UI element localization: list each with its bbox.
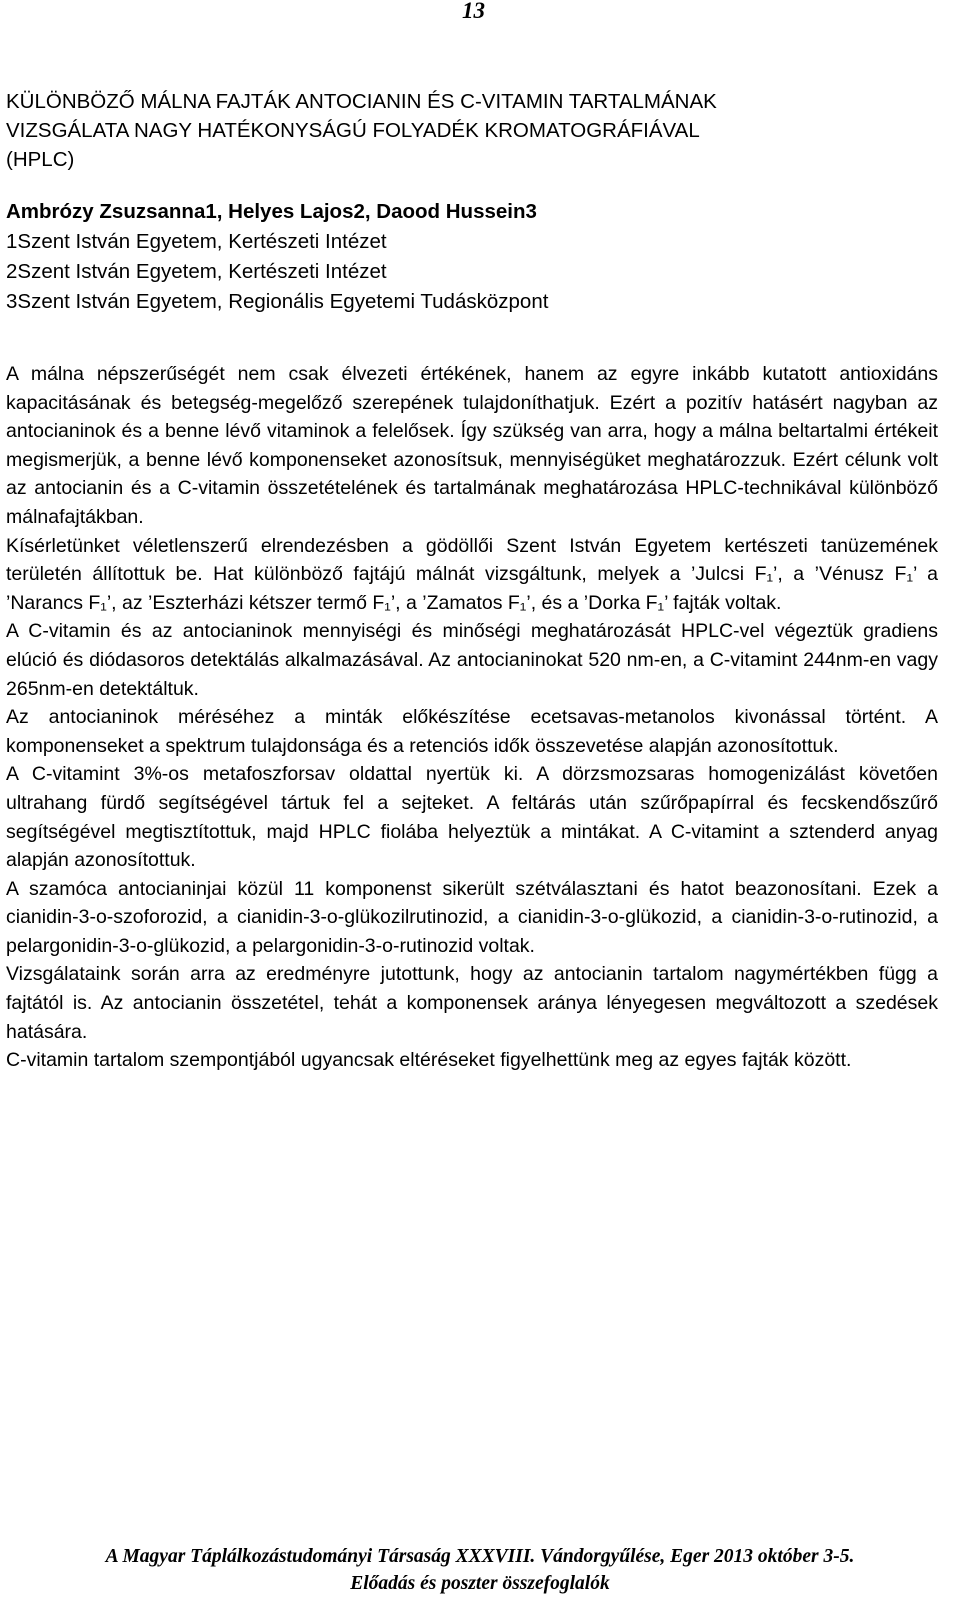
footer-line: A Magyar Táplálkozástudományi Társaság XXXVIII. Vándorgyűlése, Eger 2013 október 3-5.: [105, 1546, 855, 1567]
abstract-paragraph: A C-vitamin és az antocianinok mennyiségi és minőségi meghatározását HPLC-vel végeztük gradiens elúció és diódasoros detektálás alkalmazásával. Az antocianinokat 520 nm-en, a C-vitamint 244nm-en vagy 265nm-en detektáltuk.: [6, 620, 938, 700]
title-line: VIZSGÁLATA NAGY HATÉKONYSÁGÚ FOLYADÉK KROMATOGRÁFIÁVAL: [6, 119, 700, 142]
paper-title: [6, 87, 936, 174]
abstract-paragraph: Kísérletünket véletlenszerű elrendezésben a gödöllői Szent István Egyetem kertészeti tanüzemének területén állítottuk be. Hat különböző fajtájú málnát vizsgáltunk, melyek a ’Julcsi F₁’, a ’Vénusz F₁’ a ’Narancs F₁’, az ’Eszterházi kétszer termő F₁’, a ’Zamatos F₁’, és a ’Dorka F₁’ fajták voltak.: [6, 534, 938, 614]
author-list: Ambrózy Zsuzsanna1, Helyes Lajos2, Daood Hussein3: [6, 200, 537, 223]
abstract-paragraph: A C-vitamint 3%-os metafoszforsav oldattal nyertük ki. A dörzsmozsaras homogenizálást követően ultrahang fürdő segítségével tártuk fel a sejteket. A feltárás után szűrőpapírral és fecskendőszűrő segítségével megtisztítottuk, majd HPLC fiolába helyeztük a mintákat. A C-vitamint a sztenderd anyag alapján azonosítottuk.: [6, 763, 938, 872]
affiliation-item: 3Szent István Egyetem, Regionális Egyetemi Tudásközpont: [6, 290, 549, 313]
affiliation-list: [6, 227, 548, 317]
abstract-paragraph: C-vitamin tartalom szempontjából ugyancsak eltéréseket figyelhettünk meg az egyes fajták között.: [6, 1049, 852, 1072]
page-footer: [0, 1543, 960, 1597]
abstract-paragraph: A málna népszerűségét nem csak élvezeti értékének, hanem az egyre inkább kutatott antioxidáns kapacitásának és betegség-megelőző szerepének tulajdoníthatjuk. Ezért a pozitív hatásért nagyban az antocianinok és a benne lévő vitaminok a felelősek. Így szükség van arra, hogy a málna beltartalmi értékeit megismerjük, a benne lévő komponenseket azonosítsuk, mennyiségüket meghatározzuk. Ezért célunk volt az antocianin és a C-vitamin összetételének és tartalmának meghatározása HPLC-technikával különböző málnafajtákban.: [6, 363, 938, 528]
affiliation-item: 2Szent István Egyetem, Kertészeti Intézet: [6, 260, 387, 283]
title-line: (HPLC): [6, 148, 75, 171]
title-line: KÜLÖNBÖZŐ MÁLNA FAJTÁK ANTOCIANIN ÉS C-VITAMIN TARTALMÁNAK: [6, 90, 717, 113]
abstract-paragraph: A szamóca antocianinjai közül 11 komponenst sikerült szétválasztani és hatot beazonosítani. Ezek a cianidin-3-o-szoforozid, a cianidin-3-o-glükozilrutinozid, a cianidin-3-o-glükozid, a cianidin-3-o-rutinozid, a pelargonidin-3-o-glükozid, a pelargonidin-3-o-rutinozid voltak.: [6, 877, 938, 957]
abstract-body: [6, 360, 938, 1075]
abstract-paragraph: Vizsgálataink során arra az eredményre jutottunk, hogy az antocianin tartalom nagymértékben függ a fajtától is. Az antocianin összetétel, tehát a komponensek aránya lényegesen megváltozott a szedések hatására.: [6, 963, 938, 1043]
footer-line: Előadás és poszter összefoglalók: [350, 1573, 610, 1594]
abstract-paragraph: Az antocianinok méréséhez a minták előkészítése ecetsavas-metanolos kivonással történt. A komponenseket a spektrum tulajdonsága és a retenciós idők összevetése alapján azonosítottuk.: [6, 706, 938, 757]
affiliation-item: 1Szent István Egyetem, Kertészeti Intézet: [6, 230, 387, 253]
page-number: 13: [462, 0, 485, 23]
